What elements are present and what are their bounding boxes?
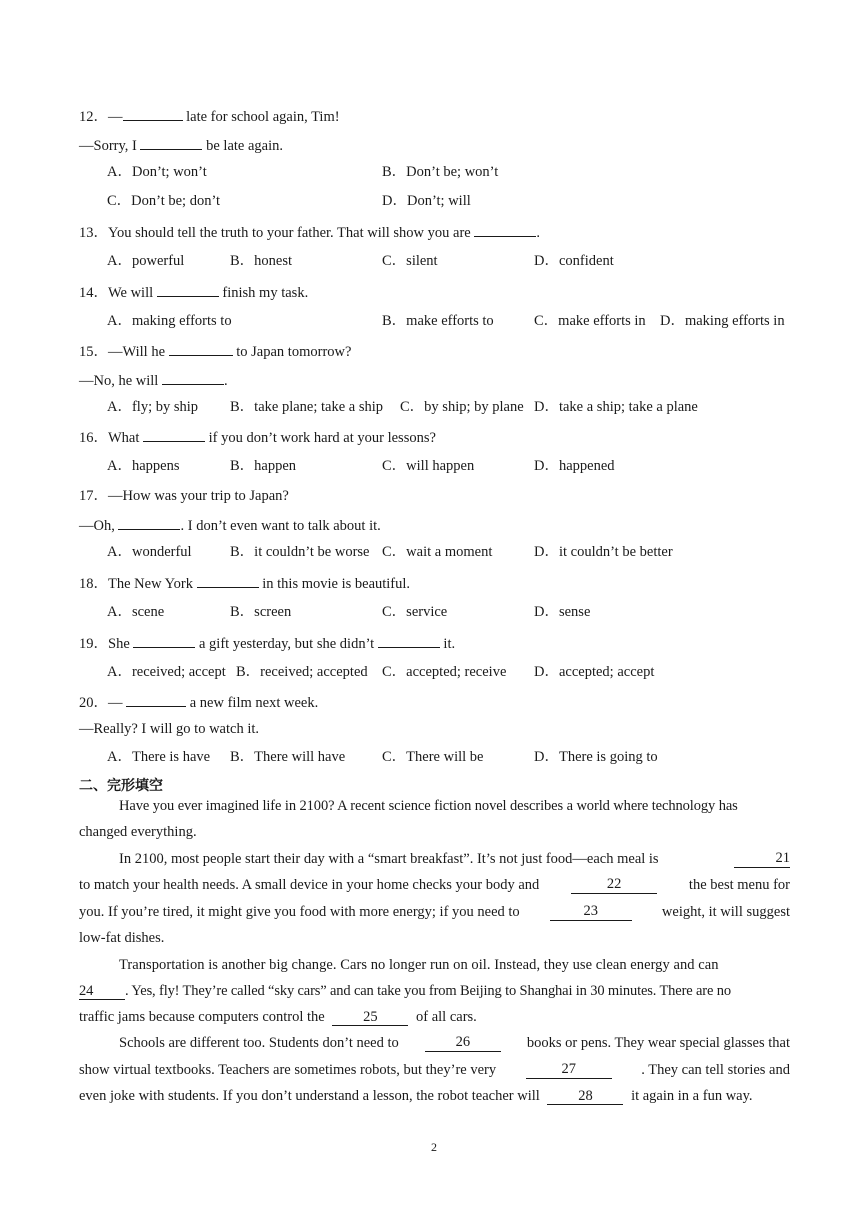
cloze-blank-26: 26 [425,1034,501,1052]
question-14-option-b: B．make efforts to [382,313,494,329]
question-13-option-c: C．silent [382,253,438,269]
question-18-option-b: B．screen [230,604,292,620]
question-20-option-a: A．There is have [107,749,211,765]
passage-p1-line1: Have you ever imagined life in 2100? A recent science fiction novel describes a world where technology has [119,798,738,814]
question-17-stem: 17．—How was your trip to Japan? [79,488,289,504]
cloze-blank-25: 25 [332,1009,408,1026]
question-15-option-d: D．take a ship; take a plane [534,399,698,415]
question-17-option-d: D．it couldn’t be better [534,544,673,560]
question-14-option-c: C．make efforts in [534,313,646,329]
question-13-option-a: A．powerful [107,253,185,269]
question-20-reply: —Really? I will go to watch it. [79,721,260,737]
question-15-option-a: A．fly; by ship [107,399,199,415]
passage-p3-line2: 24 . Yes, fly! They’re called “sky cars” and can take you from Beijing to Shanghai in 30 minutes. There are no [79,983,731,999]
question-20-option-b: B．There will have [230,749,346,765]
passage-p3-line1: Transportation is another big change. Cars no longer run on oil. Instead, they use clean energy and can [119,957,719,973]
cloze-blank-23: 23 [550,903,632,921]
question-14-stem: 14．We will finish my task. [79,282,308,302]
cloze-blank-28: 28 [547,1088,623,1105]
question-19-option-c: C．accepted; receive [382,664,507,680]
passage-p2-line4: low-fat dishes. [79,930,165,946]
question-12-stem: 12．— late for school again, Tim! [79,106,340,126]
question-14-option-d: D．making efforts in [660,313,785,329]
question-20-stem: 20．— a new film next week. [79,692,318,712]
question-16-option-d: D．happened [534,458,615,474]
question-12-option-c: C．Don’t be; don’t [107,193,221,209]
question-20-option-c: C．There will be [382,749,484,765]
question-19-option-a: A．received; accept [107,664,226,680]
question-17-option-a: A．wonderful [107,544,192,560]
question-13-option-d: D．confident [534,253,614,269]
question-13-stem: 13．You should tell the truth to your father. That will show you are . [79,222,540,242]
question-16-option-a: A．happens [107,458,180,474]
question-12-option-d: D．Don’t; will [382,193,471,209]
cloze-blank-27: 27 [526,1061,612,1079]
question-17-option-b: B．it couldn’t be worse [230,544,370,560]
question-12-reply: —Sorry, I be late again. [79,135,283,155]
passage-p2-line2: to match your health needs. A small device in your home checks your body and 22 the best menu for [79,876,790,893]
question-16-option-c: C．will happen [382,458,475,474]
question-17-option-c: C．wait a moment [382,544,493,560]
passage-p3-line3: traffic jams because computers control the 25 of all cars. [79,1009,477,1025]
question-15-stem: 15．—Will he to Japan tomorrow? [79,341,351,361]
question-20-option-d: D．There is going to [534,749,658,765]
question-12-option-b: B．Don’t be; won’t [382,164,499,180]
answer-blank [143,427,205,442]
question-15-option-c: C．by ship; by plane [400,399,524,415]
question-15-reply: —No, he will . [79,370,228,390]
answer-blank [474,222,536,237]
question-19-stem: 19．She a gift yesterday, but she didn’t it. [79,633,455,653]
answer-blank [140,135,202,150]
passage-p1-line2: changed everything. [79,824,197,840]
cloze-blank-22: 22 [571,876,657,894]
question-16-stem: 16．What if you don’t work hard at your lessons? [79,427,436,447]
page-number: 2 [431,1140,437,1154]
answer-blank [169,341,233,356]
question-18-stem: 18．The New York in this movie is beautiful. [79,573,410,593]
passage-p4-line1: Schools are different too. Students don’t need to 26 books or pens. They wear special glasses that [119,1034,790,1051]
cloze-blank-24: 24 [79,983,125,1000]
answer-blank [133,633,195,648]
question-14-option-a: A．making efforts to [107,313,232,329]
question-19-option-d: D．accepted; accept [534,664,655,680]
passage-p2-line1: In 2100, most people start their day with a “smart breakfast”. It’s not just food—each meal is 21 [119,850,790,867]
passage-p2-line3: you. If you’re tired, it might give you food with more energy; if you need to 23 weight, it will suggest [79,903,790,920]
question-18-option-d: D．sense [534,604,591,620]
passage-p4-line2: show virtual textbooks. Teachers are sometimes robots, but they’re very 27 . They can tell stories and [79,1061,790,1078]
section-heading: 二、完形填空 [79,778,163,794]
question-12-option-a: A．Don’t; won’t [107,164,207,180]
answer-blank [197,573,259,588]
answer-blank [157,282,219,297]
answer-blank [118,515,180,530]
question-18-option-a: A．scene [107,604,165,620]
cloze-blank-21: 21 [734,850,790,868]
question-15-option-b: B．take plane; take a ship [230,399,384,415]
answer-blank [123,106,183,121]
answer-blank [378,633,440,648]
question-19-option-b: B．received; accepted [236,664,368,680]
question-13-option-b: B．honest [230,253,293,269]
question-16-option-b: B．happen [230,458,297,474]
answer-blank [126,692,186,707]
answer-blank [162,370,224,385]
question-17-reply: —Oh, . I don’t even want to talk about it. [79,515,381,535]
question-18-option-c: C．service [382,604,448,620]
passage-p4-line3: even joke with students. If you don’t understand a lesson, the robot teacher will 28 it again in a fun way. [79,1088,753,1104]
